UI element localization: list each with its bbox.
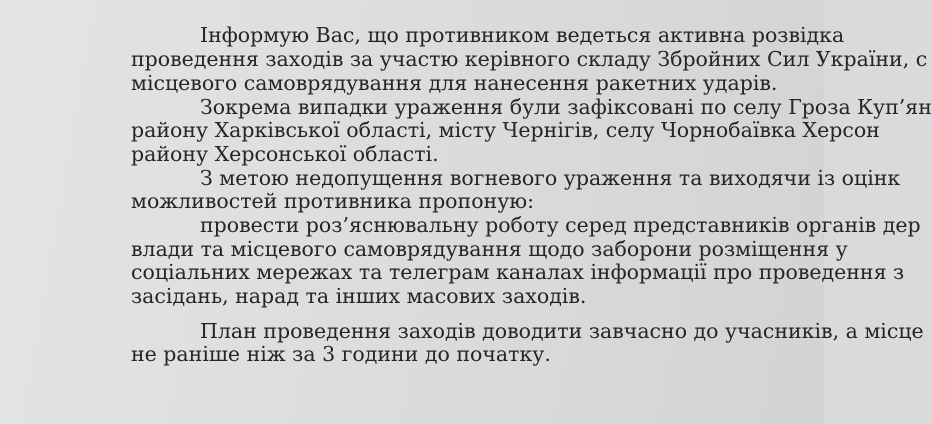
text-line: району Херсонської області. [131,142,439,166]
text-line: місцевого самоврядування для нанесення ракетних ударів. [131,71,778,95]
text-line: району Харківської області, місту Чернігів, селу Чорнобаївка Херсон [131,118,880,142]
text-line: соціальних мережах та телеграм каналах інформації про проведення з [131,260,905,284]
text-line: Зокрема випадки ураження були зафіксовані по селу Гроза Куп’ян [200,95,932,119]
text-line: Інформую Вас, що противником ведеться активна розвідка [200,23,845,47]
text-line: влади та місцевого самоврядування щодо заборони розміщення у [131,237,848,261]
text-line: План проведення заходів доводити завчасно до учасників, а місце [200,319,924,343]
text-line: проведення заходів за участю керівного складу Збройних Сил України, с [131,47,928,71]
text-line: засідань, нарад та інших масових заходів. [131,284,587,308]
text-line: З метою недопущення вогневого ураження та виходячи із оцінк [200,166,901,190]
text-line: можливостей противника пропоную: [131,189,535,213]
text-line: провести роз’яснювальну роботу серед представників органів дер [200,213,921,237]
text-line: не раніше ніж за 3 години до початку. [131,342,551,366]
